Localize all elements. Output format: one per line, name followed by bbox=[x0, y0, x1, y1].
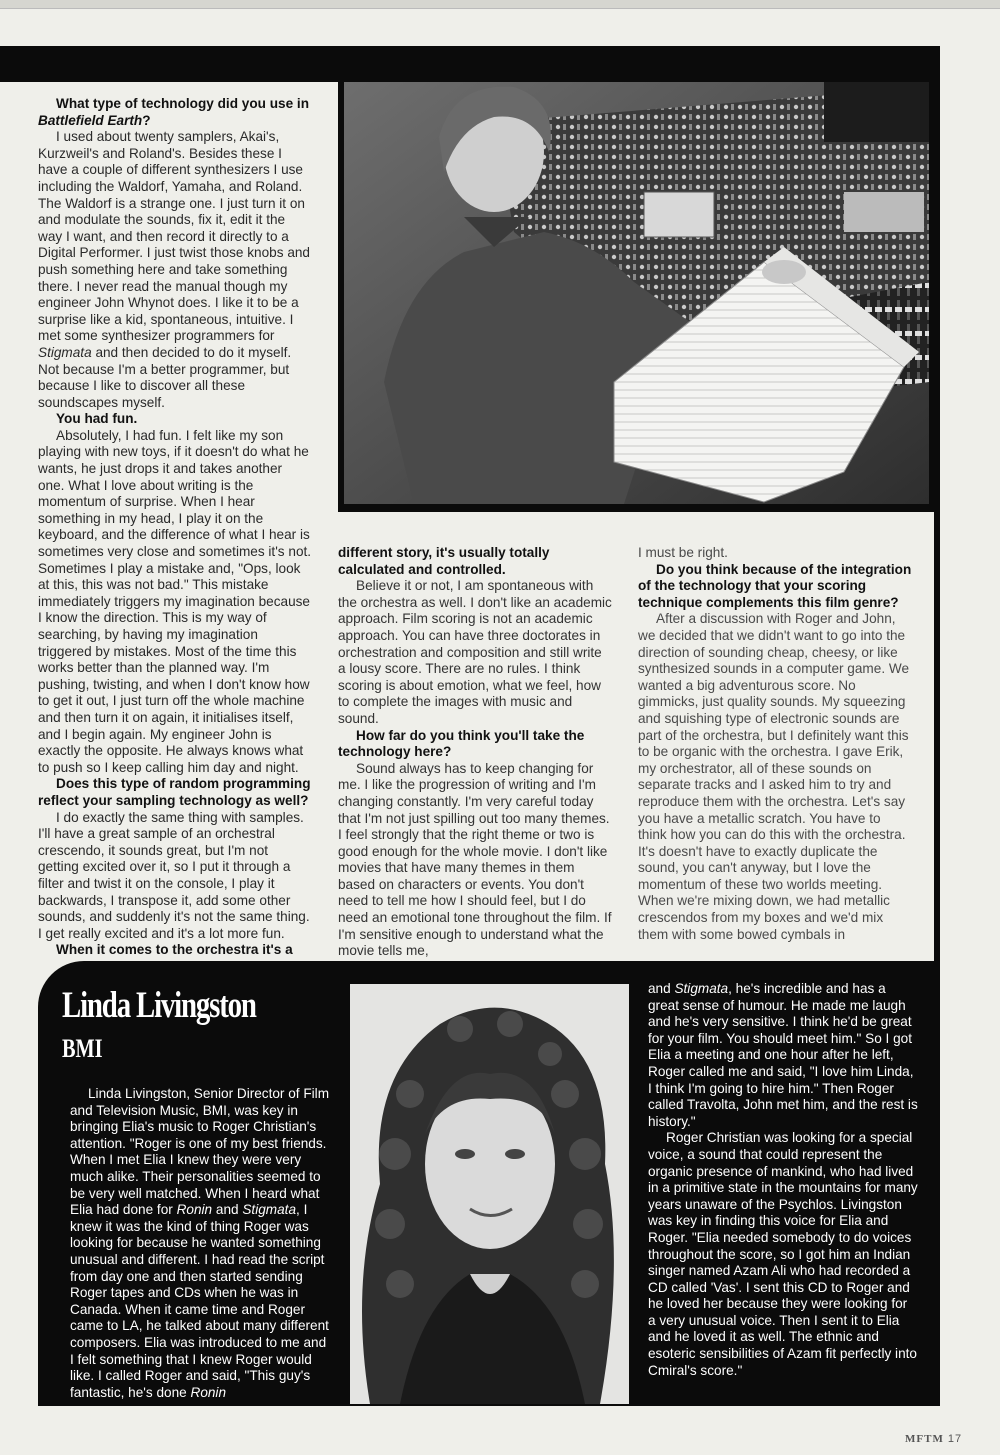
film-title-italic: Ronin bbox=[190, 1384, 227, 1400]
question-text: What type of technology did you use in bbox=[56, 96, 309, 111]
film-title-italic: Battlefield Earth bbox=[38, 112, 143, 128]
magazine-brand: MFTM bbox=[905, 1433, 944, 1445]
article-column-2 bbox=[338, 545, 613, 960]
sidebar-text: and bbox=[648, 981, 671, 996]
question-technology bbox=[38, 96, 312, 129]
film-title-italic: Stigmata bbox=[674, 981, 729, 996]
question-orchestra-start: When it comes to the orchestra it's a bbox=[56, 942, 293, 958]
sidebar-text: , he's incredible and has a great sense of humour. He made me laugh and he's very sensitive. I think he'd be great for your film. You should meet him." So I got Elia a meeting and one hour after he left, Roger called me and said, "I love him Linda, I think I'm going to hire him." Then Roger called Travolta, John met him, and the rest is history." bbox=[648, 981, 918, 1129]
answer-text: and then decided to do it myself. Not because I'm a better programmer, but because I like to discover all these soundscapes myself. bbox=[38, 344, 292, 410]
header-black-band bbox=[0, 46, 935, 82]
sidebar-paragraph bbox=[70, 1086, 332, 1401]
film-title-italic: Stigmata bbox=[38, 344, 92, 360]
question-how-far: How far do you think you'll take the technology here? bbox=[338, 727, 585, 760]
article-column-3 bbox=[638, 545, 913, 943]
sidebar-text: , I knew it was the kind of thing Roger was looking for because he wanted something unusual and different. I had read the script from day one and then started sending Roger tapes and CDs when he was in Canada. When it came time and Roger came to LA, he talked about many different composers. Elia was introduced to me and I felt something that I knew Roger would like. I called Roger and said, "This guy's fantastic, he's done bbox=[70, 1202, 329, 1400]
question-mark: ? bbox=[142, 112, 151, 128]
page-footer bbox=[905, 1433, 962, 1445]
sidebar-column-1 bbox=[70, 1086, 332, 1401]
page-number: 17 bbox=[947, 1433, 963, 1445]
sidebar-text: and bbox=[215, 1202, 239, 1218]
question-fun: You had fun. bbox=[56, 411, 138, 427]
answer-orchestra: Believe it or not, I am spontaneous with the orchestra as well. I don't like an academic approach. Film scoring is not an academic approach. You can have three doctorates in orchestration and composition and still write a lousy score. There are no rules. I think scoring is about emotion, what we feel, how to complete the images with music and sound. bbox=[338, 578, 612, 726]
answer-how-far: Sound always has to keep changing for me. I like the progression of writing and I'm changing constantly. I'm very careful today that I'm not just spilling out too many themes. I feel strongly that the right theme or two is good enough for the whole movie. I don't like movies that have many themes in them based on characters or events. You don't need to tell me how I should feel, but I do need an emotional tone throughout the film. If I'm sensitive enough to understand what the movie tells me, bbox=[338, 760, 612, 959]
answer-how-far-end: I must be right. bbox=[638, 545, 728, 560]
linda-livingston-photo bbox=[350, 984, 629, 1404]
answer-technology bbox=[38, 129, 312, 411]
composer-photo-frame bbox=[338, 82, 935, 512]
answer-integration: After a discussion with Roger and John, we decided that we didn't want to go into the direction of sounding cheap, cheesy, or like synthesized sounds in a computer game. We wanted a big adventurous score. No gimmicks, just quality sounds. My squeezing and squishing type of electronic sounds are part of the orchestra, but I definitely want this to be organic with the orchestra. I gave Erik, my orchestrator, all of these sounds on separate tracks and I asked him to try and reproduce them with the orchestra. Let's say you have a metallic scratch. You have to think how you can do this with the orchestra. It's doesn't have to exactly duplicate the sound, you can't anyway, but I love the momentum of these two worlds meeting. When we're mixing down, we had metallic crescendos from my boxes and we'd mix them with some bowed cymbals in bbox=[638, 611, 910, 942]
film-title-italic: Ronin bbox=[176, 1202, 213, 1218]
film-title-italic: Stigmata bbox=[242, 1202, 297, 1218]
sidebar-column-2 bbox=[648, 981, 918, 1379]
answer-text: I used about twenty samplers, Akai's, Kurzweil's and Roland's. Besides these I have a couple of different synthesizers I use including the Waldorf, Yamaha, and Roland. The Waldorf is a strange one. I just turn it on and modulate the sounds, fix it, edit it the way I want, and then record it directly to a Digital Performer. I just twist those knobs and push something here and take something there. I never read the manual though my engineer John Whynot does. I like it to be a surprise like a kid, spontaneous, intuitive. I met some synthesizer programmers for bbox=[38, 129, 310, 344]
sidebar-subtitle: BMI bbox=[62, 1034, 103, 1063]
composer-photo bbox=[344, 82, 929, 504]
question-orchestra-end: different story, it's usually totally calculated and controlled. bbox=[338, 545, 550, 577]
article-column-1 bbox=[38, 96, 312, 959]
question-random-programming: Does this type of random programming reflect your sampling technology as well? bbox=[38, 776, 311, 808]
page-top-edge bbox=[0, 0, 1000, 9]
sidebar-title: Linda Livingston bbox=[62, 985, 256, 1026]
answer-fun: Absolutely, I had fun. I felt like my son playing with new toys, if it doesn't do what he wants, he just drops it and takes another one. What I love about writing is the momentum of surprise. When I hear something in my head, I play it on the keyboard, and the difference of what I hear is sometimes very close and sometimes it's not. Sometimes I play a mistake and, "Ops, look at this, this was not bad." This mistake immediately triggers my imagination because I know the direction. This is my way of searching, by having my imagination triggered by mistakes. Most of the time this works better than the planned way. I'm pushing, twisting, and when I don't know how to get it out, I just turn off the whole machine and then turn it on again, it initialises itself, and I begin again. My engineer John is exactly the opposite. He always knows what to push so I keep calling him day and night. bbox=[38, 427, 312, 775]
sidebar-paragraph bbox=[648, 981, 918, 1130]
sidebar-paragraph: Roger Christian was looking for a special voice, a sound that could represent the organic presence of mankind, who had lived in a primitive state in the mountains for many years unaware of the Psychlos. Livingston was key in finding this voice for Elia and Roger. "Elia needed somebody to do voices throughout the score, so I got him an Indian singer named Azam Ali who had recorded a CD called 'Vas'. I sent this CD to Roger and he loved her because they were looking for a very unusual voice. Then I sent it to Elia and he loved it as well. The ethnic and esoteric sensibilities of Azam fit perfectly into Cmiral's score." bbox=[648, 1130, 918, 1378]
question-integration: Do you think because of the integration of the technology that your scoring technique complements this film genre? bbox=[638, 561, 912, 610]
sidebar-text: Linda Livingston, Senior Director of Film and Television Music, BMI, was key in bringing Elia's music to Roger Christian's attention. "Roger is one of my best friends. When I met Elia I knew they were very much alike. Their personalities seemed to be very well matched. When I heard what Elia had done for bbox=[70, 1086, 330, 1218]
answer-samples: I do exactly the same thing with samples. I'll have a great sample of an orchestral crescendo, it sounds great, but I'm not getting excited over it, so I put it through a filter and twist it on the console, I play it backwards, I transpose it, add some other sounds, and suddenly it's not the same thing. I get really excited and it's a lot more fun. bbox=[38, 809, 310, 941]
